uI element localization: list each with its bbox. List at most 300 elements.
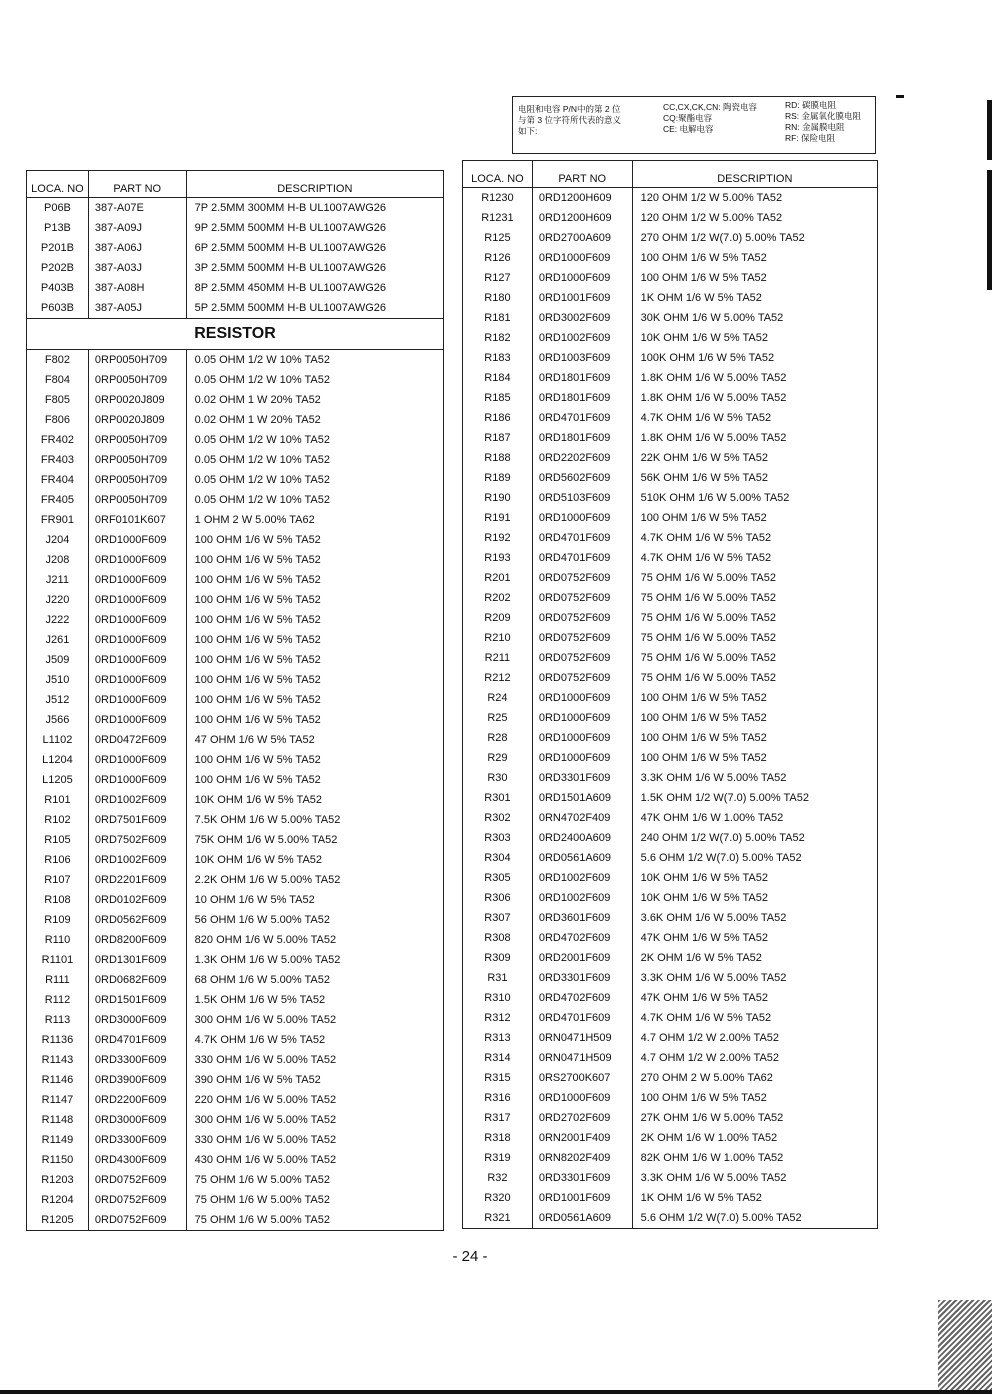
cell-loca-no: J261 bbox=[27, 630, 89, 650]
table-row bbox=[463, 508, 878, 528]
cell-part-no: 0RP0020J809 bbox=[88, 410, 186, 430]
cell-part-no: 0RD4701F609 bbox=[532, 1008, 632, 1028]
cell-loca-no: R313 bbox=[463, 1028, 533, 1048]
cell-description: 100 OHM 1/6 W 5% TA52 bbox=[632, 508, 877, 528]
table-row bbox=[463, 188, 878, 209]
cell-loca-no: R202 bbox=[463, 588, 533, 608]
cell-loca-no: R30 bbox=[463, 768, 533, 788]
cell-description: 4.7K OHM 1/6 W 5% TA52 bbox=[186, 1030, 443, 1050]
cell-description: 430 OHM 1/6 W 5.00% TA52 bbox=[186, 1150, 443, 1170]
cell-description: 0.05 OHM 1/2 W 10% TA52 bbox=[186, 490, 443, 510]
table-row bbox=[463, 888, 878, 908]
table-row bbox=[463, 988, 878, 1008]
table-row bbox=[27, 278, 444, 298]
cell-part-no: 0RP0050H709 bbox=[88, 430, 186, 450]
table-row bbox=[27, 430, 444, 450]
cell-loca-no: R1101 bbox=[27, 950, 89, 970]
cell-description: 3.6K OHM 1/6 W 5.00% TA52 bbox=[632, 908, 877, 928]
cell-loca-no: R181 bbox=[463, 308, 533, 328]
cell-description: 0.05 OHM 1/2 W 10% TA52 bbox=[186, 450, 443, 470]
cell-description: 3.3K OHM 1/6 W 5.00% TA52 bbox=[632, 1168, 877, 1188]
table-header-row bbox=[463, 161, 878, 188]
table-row bbox=[463, 368, 878, 388]
table-row bbox=[463, 288, 878, 308]
cell-loca-no: R1205 bbox=[27, 1210, 89, 1231]
table-row bbox=[27, 490, 444, 510]
cell-part-no: 0RP0050H709 bbox=[88, 470, 186, 490]
cell-description: 330 OHM 1/6 W 5.00% TA52 bbox=[186, 1050, 443, 1070]
cell-description: 5P 2.5MM 500MM H-B UL1007AWG26 bbox=[186, 298, 443, 319]
table-row bbox=[463, 1048, 878, 1068]
table-row bbox=[27, 610, 444, 630]
cell-description: 3.3K OHM 1/6 W 5.00% TA52 bbox=[632, 968, 877, 988]
table-row bbox=[463, 728, 878, 748]
cell-part-no: 0RD0752F609 bbox=[532, 668, 632, 688]
cell-description: 300 OHM 1/6 W 5.00% TA52 bbox=[186, 1110, 443, 1130]
cell-part-no: 0RD1000F609 bbox=[88, 770, 186, 790]
cell-part-no: 0RD2700A609 bbox=[532, 228, 632, 248]
cell-part-no: 0RD1501F609 bbox=[88, 990, 186, 1010]
table-row bbox=[463, 828, 878, 848]
cell-description: 120 OHM 1/2 W 5.00% TA52 bbox=[632, 188, 877, 209]
cell-description: 6P 2.5MM 500MM H-B UL1007AWG26 bbox=[186, 238, 443, 258]
cell-part-no: 0RD0561A609 bbox=[532, 848, 632, 868]
cell-loca-no: R31 bbox=[463, 968, 533, 988]
cell-loca-no: FR405 bbox=[27, 490, 89, 510]
cell-description: 56 OHM 1/6 W 5.00% TA52 bbox=[186, 910, 443, 930]
cell-part-no: 0RD1000F609 bbox=[88, 590, 186, 610]
cell-loca-no: R28 bbox=[463, 728, 533, 748]
cell-part-no: 0RD2400A609 bbox=[532, 828, 632, 848]
cell-description: 2K OHM 1/6 W 5% TA52 bbox=[632, 948, 877, 968]
cell-loca-no: R186 bbox=[463, 408, 533, 428]
cell-description: 100 OHM 1/6 W 5% TA52 bbox=[632, 1088, 877, 1108]
cell-description: 1.8K OHM 1/6 W 5.00% TA52 bbox=[632, 368, 877, 388]
cell-part-no: 0RN2001F409 bbox=[532, 1128, 632, 1148]
table-row bbox=[27, 990, 444, 1010]
parts-table-left bbox=[26, 170, 444, 1231]
cell-description: 2K OHM 1/6 W 1.00% TA52 bbox=[632, 1128, 877, 1148]
header-loca-no: LOCA. NO bbox=[463, 161, 533, 188]
table-row bbox=[27, 770, 444, 790]
cell-description: 75 OHM 1/6 W 5.00% TA52 bbox=[186, 1190, 443, 1210]
cell-description: 0.05 OHM 1/2 W 10% TA52 bbox=[186, 350, 443, 371]
table-row bbox=[463, 1128, 878, 1148]
cell-part-no: 0RS2700K607 bbox=[532, 1068, 632, 1088]
cell-part-no: 0RD1801F609 bbox=[532, 388, 632, 408]
scan-mark bbox=[896, 95, 904, 98]
table-row bbox=[27, 950, 444, 970]
cell-part-no: 387-A09J bbox=[88, 218, 186, 238]
cell-loca-no: R1149 bbox=[27, 1130, 89, 1150]
table-row bbox=[27, 1090, 444, 1110]
cell-description: 9P 2.5MM 500MM H-B UL1007AWG26 bbox=[186, 218, 443, 238]
cell-part-no: 0RD0752F609 bbox=[532, 628, 632, 648]
cell-part-no: 0RD0682F609 bbox=[88, 970, 186, 990]
legend-capacitor-line: CC,CX,CK,CN: 陶瓷电容 bbox=[663, 102, 757, 112]
table-row bbox=[27, 410, 444, 430]
cell-part-no: 0RD1000F609 bbox=[532, 748, 632, 768]
header-loca-no: LOCA. NO bbox=[27, 171, 89, 198]
cell-part-no: 0RD1000F609 bbox=[88, 550, 186, 570]
cell-description: 100 OHM 1/6 W 5% TA52 bbox=[186, 670, 443, 690]
table-row bbox=[27, 790, 444, 810]
table-row bbox=[27, 1130, 444, 1150]
cell-part-no: 0RD0752F609 bbox=[532, 568, 632, 588]
table-row bbox=[463, 748, 878, 768]
cell-part-no: 0RD3601F609 bbox=[532, 908, 632, 928]
cell-loca-no: R1230 bbox=[463, 188, 533, 209]
cell-loca-no: R310 bbox=[463, 988, 533, 1008]
cell-loca-no: F802 bbox=[27, 350, 89, 371]
cell-loca-no: F804 bbox=[27, 370, 89, 390]
cell-loca-no: P403B bbox=[27, 278, 89, 298]
cell-description: 100K OHM 1/6 W 5% TA52 bbox=[632, 348, 877, 368]
cell-part-no: 0RD3301F609 bbox=[532, 1168, 632, 1188]
cell-description: 100 OHM 1/6 W 5% TA52 bbox=[632, 268, 877, 288]
scan-bottom-edge bbox=[0, 1390, 992, 1394]
table-row bbox=[463, 608, 878, 628]
cell-loca-no: R191 bbox=[463, 508, 533, 528]
cell-part-no: 0RD2200F609 bbox=[88, 1090, 186, 1110]
cell-loca-no: P201B bbox=[27, 238, 89, 258]
cell-loca-no: J222 bbox=[27, 610, 89, 630]
cell-loca-no: R312 bbox=[463, 1008, 533, 1028]
cell-loca-no: R304 bbox=[463, 848, 533, 868]
cell-description: 100 OHM 1/6 W 5% TA52 bbox=[186, 690, 443, 710]
right-rows bbox=[463, 188, 878, 1229]
table-row bbox=[27, 750, 444, 770]
cell-description: 1.3K OHM 1/6 W 5.00% TA52 bbox=[186, 950, 443, 970]
table-row bbox=[463, 908, 878, 928]
cell-part-no: 0RD1002F609 bbox=[532, 888, 632, 908]
table-row bbox=[27, 370, 444, 390]
table-row bbox=[463, 568, 878, 588]
cell-description: 4.7K OHM 1/6 W 5% TA52 bbox=[632, 408, 877, 428]
cell-loca-no: R320 bbox=[463, 1188, 533, 1208]
cell-description: 100 OHM 1/6 W 5% TA52 bbox=[186, 530, 443, 550]
cell-part-no: 0RF0101K607 bbox=[88, 510, 186, 530]
cell-description: 0.05 OHM 1/2 W 10% TA52 bbox=[186, 430, 443, 450]
left-top-rows bbox=[27, 198, 444, 319]
cell-part-no: 0RD3000F609 bbox=[88, 1110, 186, 1130]
cell-description: 100 OHM 1/6 W 5% TA52 bbox=[632, 688, 877, 708]
table-row bbox=[463, 328, 878, 348]
cell-description: 220 OHM 1/6 W 5.00% TA52 bbox=[186, 1090, 443, 1110]
cell-loca-no: FR402 bbox=[27, 430, 89, 450]
table-row bbox=[27, 570, 444, 590]
cell-description: 2.2K OHM 1/6 W 5.00% TA52 bbox=[186, 870, 443, 890]
cell-part-no: 0RD1000F609 bbox=[88, 710, 186, 730]
cell-loca-no: J211 bbox=[27, 570, 89, 590]
cell-part-no: 0RD3300F609 bbox=[88, 1050, 186, 1070]
cell-loca-no: R301 bbox=[463, 788, 533, 808]
cell-loca-no: R318 bbox=[463, 1128, 533, 1148]
cell-part-no: 0RD5103F609 bbox=[532, 488, 632, 508]
table-row bbox=[27, 258, 444, 278]
cell-part-no: 0RD1000F609 bbox=[532, 728, 632, 748]
table-row bbox=[463, 808, 878, 828]
cell-loca-no: R209 bbox=[463, 608, 533, 628]
parts-table-right bbox=[462, 160, 878, 1229]
cell-loca-no: R314 bbox=[463, 1048, 533, 1068]
cell-part-no: 0RD1000F609 bbox=[532, 1088, 632, 1108]
cell-loca-no: R201 bbox=[463, 568, 533, 588]
cell-part-no: 0RD1000F609 bbox=[88, 570, 186, 590]
cell-part-no: 0RN0471H509 bbox=[532, 1028, 632, 1048]
cell-loca-no: R24 bbox=[463, 688, 533, 708]
cell-part-no: 0RD4702F609 bbox=[532, 928, 632, 948]
cell-description: 100 OHM 1/6 W 5% TA52 bbox=[186, 550, 443, 570]
table-row bbox=[463, 428, 878, 448]
cell-description: 3P 2.5MM 500MM H-B UL1007AWG26 bbox=[186, 258, 443, 278]
cell-loca-no: J204 bbox=[27, 530, 89, 550]
cell-description: 820 OHM 1/6 W 5.00% TA52 bbox=[186, 930, 443, 950]
cell-part-no: 0RD7501F609 bbox=[88, 810, 186, 830]
cell-part-no: 0RD7502F609 bbox=[88, 830, 186, 850]
cell-description: 75 OHM 1/6 W 5.00% TA52 bbox=[186, 1210, 443, 1231]
cell-description: 10 OHM 1/6 W 5% TA52 bbox=[186, 890, 443, 910]
table-row bbox=[463, 248, 878, 268]
table-row bbox=[463, 1108, 878, 1128]
table-row bbox=[463, 588, 878, 608]
cell-loca-no: FR901 bbox=[27, 510, 89, 530]
table-row bbox=[27, 670, 444, 690]
table-row bbox=[27, 470, 444, 490]
cell-loca-no: R187 bbox=[463, 428, 533, 448]
cell-description: 75 OHM 1/6 W 5.00% TA52 bbox=[632, 568, 877, 588]
cell-loca-no: R210 bbox=[463, 628, 533, 648]
cell-loca-no: R125 bbox=[463, 228, 533, 248]
cell-description: 270 OHM 1/2 W(7.0) 5.00% TA52 bbox=[632, 228, 877, 248]
cell-description: 47K OHM 1/6 W 5% TA52 bbox=[632, 988, 877, 1008]
cell-part-no: 0RD3900F609 bbox=[88, 1070, 186, 1090]
cell-part-no: 0RP0050H709 bbox=[88, 350, 186, 371]
cell-description: 8P 2.5MM 450MM H-B UL1007AWG26 bbox=[186, 278, 443, 298]
cell-part-no: 0RD1200H609 bbox=[532, 188, 632, 209]
table-row bbox=[463, 268, 878, 288]
cell-loca-no: R25 bbox=[463, 708, 533, 728]
cell-loca-no: R126 bbox=[463, 248, 533, 268]
table-row bbox=[27, 910, 444, 930]
cell-part-no: 0RD4702F609 bbox=[532, 988, 632, 1008]
cell-description: 3.3K OHM 1/6 W 5.00% TA52 bbox=[632, 768, 877, 788]
table-row bbox=[27, 1030, 444, 1050]
table-row bbox=[27, 218, 444, 238]
cell-loca-no: R111 bbox=[27, 970, 89, 990]
cell-part-no: 0RN0471H509 bbox=[532, 1048, 632, 1068]
table-row bbox=[27, 198, 444, 219]
cell-description: 4.7 OHM 1/2 W 2.00% TA52 bbox=[632, 1028, 877, 1048]
cell-description: 0.05 OHM 1/2 W 10% TA52 bbox=[186, 470, 443, 490]
cell-part-no: 0RD1000F609 bbox=[88, 530, 186, 550]
cell-loca-no: R29 bbox=[463, 748, 533, 768]
cell-description: 0.02 OHM 1 W 20% TA52 bbox=[186, 390, 443, 410]
cell-part-no: 0RD1801F609 bbox=[532, 368, 632, 388]
cell-part-no: 0RP0050H709 bbox=[88, 490, 186, 510]
cell-description: 47K OHM 1/6 W 5% TA52 bbox=[632, 928, 877, 948]
header-description: DESCRIPTION bbox=[632, 161, 877, 188]
table-row bbox=[27, 530, 444, 550]
cell-description: 30K OHM 1/6 W 5.00% TA52 bbox=[632, 308, 877, 328]
cell-description: 68 OHM 1/6 W 5.00% TA52 bbox=[186, 970, 443, 990]
legend-resistor-codes bbox=[785, 100, 875, 144]
component-code-legend bbox=[512, 96, 876, 154]
table-row bbox=[463, 1188, 878, 1208]
cell-part-no: 0RD2702F609 bbox=[532, 1108, 632, 1128]
table-row bbox=[463, 348, 878, 368]
cell-description: 330 OHM 1/6 W 5.00% TA52 bbox=[186, 1130, 443, 1150]
table-row bbox=[27, 1050, 444, 1070]
cell-loca-no: R317 bbox=[463, 1108, 533, 1128]
cell-loca-no: R307 bbox=[463, 908, 533, 928]
cell-loca-no: R1231 bbox=[463, 208, 533, 228]
table-row bbox=[27, 350, 444, 371]
cell-part-no: 0RD1000F609 bbox=[88, 690, 186, 710]
cell-part-no: 0RN8202F409 bbox=[532, 1148, 632, 1168]
table-row bbox=[463, 468, 878, 488]
cell-description: 82K OHM 1/6 W 1.00% TA52 bbox=[632, 1148, 877, 1168]
cell-part-no: 0RN4702F409 bbox=[532, 808, 632, 828]
cell-loca-no: R113 bbox=[27, 1010, 89, 1030]
cell-loca-no: R1148 bbox=[27, 1110, 89, 1130]
cell-loca-no: R189 bbox=[463, 468, 533, 488]
cell-part-no: 0RD0752F609 bbox=[532, 648, 632, 668]
table-row bbox=[463, 1168, 878, 1188]
cell-loca-no: R309 bbox=[463, 948, 533, 968]
cell-loca-no: FR403 bbox=[27, 450, 89, 470]
cell-description: 4.7K OHM 1/6 W 5% TA52 bbox=[632, 1008, 877, 1028]
cell-description: 47 OHM 1/6 W 5% TA52 bbox=[186, 730, 443, 750]
legend-resistor-line: RD: 碳膜电阻 bbox=[785, 100, 837, 110]
cell-loca-no: J509 bbox=[27, 650, 89, 670]
scan-noise bbox=[938, 1300, 992, 1390]
cell-loca-no: F806 bbox=[27, 410, 89, 430]
cell-description: 27K OHM 1/6 W 5.00% TA52 bbox=[632, 1108, 877, 1128]
cell-part-no: 387-A08H bbox=[88, 278, 186, 298]
table-row bbox=[463, 1028, 878, 1048]
section-title-resistor: RESISTOR bbox=[27, 319, 444, 350]
cell-description: 100 OHM 1/6 W 5% TA52 bbox=[186, 650, 443, 670]
cell-loca-no: R101 bbox=[27, 790, 89, 810]
cell-loca-no: J208 bbox=[27, 550, 89, 570]
legend-note bbox=[518, 104, 643, 137]
table-row bbox=[27, 830, 444, 850]
table-row bbox=[27, 1170, 444, 1190]
cell-part-no: 387-A06J bbox=[88, 238, 186, 258]
cell-part-no: 0RP0050H709 bbox=[88, 370, 186, 390]
cell-part-no: 0RD3301F609 bbox=[532, 968, 632, 988]
cell-part-no: 0RD1000F609 bbox=[532, 708, 632, 728]
table-row bbox=[463, 488, 878, 508]
cell-description: 7.5K OHM 1/6 W 5.00% TA52 bbox=[186, 810, 443, 830]
cell-description: 100 OHM 1/6 W 5% TA52 bbox=[632, 248, 877, 268]
cell-description: 1K OHM 1/6 W 5% TA52 bbox=[632, 288, 877, 308]
cell-loca-no: R188 bbox=[463, 448, 533, 468]
table-row bbox=[27, 870, 444, 890]
scan-edge-mark bbox=[987, 170, 992, 290]
table-row bbox=[27, 930, 444, 950]
cell-description: 75 OHM 1/6 W 5.00% TA52 bbox=[632, 608, 877, 628]
cell-loca-no: R180 bbox=[463, 288, 533, 308]
cell-description: 10K OHM 1/6 W 5% TA52 bbox=[632, 328, 877, 348]
cell-description: 100 OHM 1/6 W 5% TA52 bbox=[186, 770, 443, 790]
cell-loca-no: L1102 bbox=[27, 730, 89, 750]
table-row bbox=[463, 848, 878, 868]
cell-part-no: 0RD1000F609 bbox=[88, 650, 186, 670]
table-row bbox=[27, 1010, 444, 1030]
cell-loca-no: R109 bbox=[27, 910, 89, 930]
cell-description: 75 OHM 1/6 W 5.00% TA52 bbox=[186, 1170, 443, 1190]
table-row bbox=[27, 890, 444, 910]
cell-loca-no: J510 bbox=[27, 670, 89, 690]
cell-description: 100 OHM 1/6 W 5% TA52 bbox=[186, 710, 443, 730]
table-row bbox=[463, 708, 878, 728]
cell-part-no: 0RD4701F609 bbox=[532, 408, 632, 428]
legend-resistor-line: RN: 金属膜电阻 bbox=[785, 122, 845, 132]
cell-loca-no: R127 bbox=[463, 268, 533, 288]
cell-loca-no: R319 bbox=[463, 1148, 533, 1168]
cell-part-no: 0RD1000F609 bbox=[532, 268, 632, 288]
cell-loca-no: J512 bbox=[27, 690, 89, 710]
cell-loca-no: R105 bbox=[27, 830, 89, 850]
cell-description: 75 OHM 1/6 W 5.00% TA52 bbox=[632, 668, 877, 688]
cell-part-no: 0RD0752F609 bbox=[88, 1210, 186, 1231]
table-row bbox=[463, 688, 878, 708]
table-row bbox=[463, 1148, 878, 1168]
cell-description: 100 OHM 1/6 W 5% TA52 bbox=[632, 748, 877, 768]
cell-description: 1.5K OHM 1/6 W 5% TA52 bbox=[186, 990, 443, 1010]
table-row bbox=[27, 1210, 444, 1231]
cell-part-no: 0RD1003F609 bbox=[532, 348, 632, 368]
cell-description: 7P 2.5MM 300MM H-B UL1007AWG26 bbox=[186, 198, 443, 219]
cell-description: 300 OHM 1/6 W 5.00% TA52 bbox=[186, 1010, 443, 1030]
section-header-row bbox=[27, 319, 444, 350]
cell-loca-no: R112 bbox=[27, 990, 89, 1010]
table-row bbox=[27, 650, 444, 670]
table-row bbox=[463, 208, 878, 228]
cell-loca-no: R302 bbox=[463, 808, 533, 828]
resistor-section bbox=[27, 319, 444, 350]
cell-description: 1.5K OHM 1/2 W(7.0) 5.00% TA52 bbox=[632, 788, 877, 808]
table-row bbox=[463, 868, 878, 888]
cell-part-no: 0RD1000F609 bbox=[532, 688, 632, 708]
cell-loca-no: R192 bbox=[463, 528, 533, 548]
cell-loca-no: R1136 bbox=[27, 1030, 89, 1050]
cell-description: 10K OHM 1/6 W 5% TA52 bbox=[632, 868, 877, 888]
cell-loca-no: J566 bbox=[27, 710, 89, 730]
cell-part-no: 0RD0472F609 bbox=[88, 730, 186, 750]
cell-part-no: 0RD0752F609 bbox=[532, 588, 632, 608]
cell-part-no: 0RD3301F609 bbox=[532, 768, 632, 788]
cell-part-no: 0RP0050H709 bbox=[88, 450, 186, 470]
header-part-no: PART NO bbox=[532, 161, 632, 188]
cell-loca-no: F805 bbox=[27, 390, 89, 410]
scan-edge-mark bbox=[987, 100, 992, 160]
cell-loca-no: R321 bbox=[463, 1208, 533, 1229]
cell-part-no: 0RD0561A609 bbox=[532, 1208, 632, 1229]
table-row bbox=[463, 768, 878, 788]
cell-loca-no: R183 bbox=[463, 348, 533, 368]
table-row bbox=[27, 450, 444, 470]
table-row bbox=[27, 390, 444, 410]
table-row bbox=[463, 388, 878, 408]
cell-description: 10K OHM 1/6 W 5% TA52 bbox=[186, 850, 443, 870]
cell-part-no: 0RD0752F609 bbox=[88, 1190, 186, 1210]
legend-note-line: 电阻和电容 P/N中的第 2 位 bbox=[518, 104, 621, 114]
cell-loca-no: R106 bbox=[27, 850, 89, 870]
table-row bbox=[27, 690, 444, 710]
